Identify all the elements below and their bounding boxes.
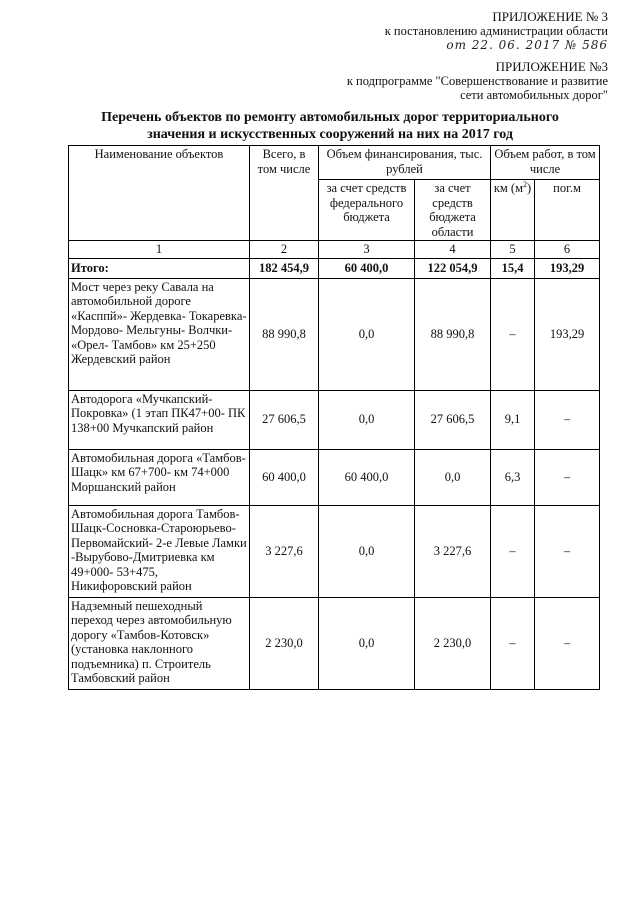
- object-federal: 0,0: [319, 278, 415, 390]
- object-federal: 60 400,0: [319, 449, 415, 505]
- object-name: Мост через реку Савала на автомобильной дороге «Касппй»- Жердевка- Токаревка- Мордово- Мельгуны- Волчки- «Орел- Тамбов» км 25+250 Жердевский район: [69, 278, 250, 390]
- column-number: 1: [69, 241, 250, 259]
- object-total: 3 227,6: [250, 505, 319, 597]
- document-title: [60, 109, 600, 143]
- total-regional: 122 054,9: [415, 258, 491, 278]
- column-number: 2: [250, 241, 319, 259]
- title-line2: значения и искусственных сооружений на них на 2017 год: [147, 127, 513, 142]
- object-regional: 88 990,8: [415, 278, 491, 390]
- table-row: [69, 449, 600, 505]
- object-name: Автомобильная дорога Тамбов- Шацк-Сосновка-Староюрьево- Первомайский- 2-е Левые Ламки -Вырубово-Дмитриевка км 49+000- 53+475, Никифоровский район: [69, 505, 250, 597]
- header-km-text: км (м: [493, 181, 523, 195]
- column-number: 4: [415, 241, 491, 259]
- header-total: Всего, в том числе: [250, 146, 319, 241]
- total-sum: 182 454,9: [250, 258, 319, 278]
- total-label: Итого:: [69, 258, 250, 278]
- table-row: [69, 390, 600, 449]
- subprogram-reference-line1: к подпрограмме "Совершенствование и развитие: [346, 74, 608, 88]
- total-km: 15,4: [491, 258, 535, 278]
- object-pm: –: [535, 597, 600, 689]
- object-name: Автомобильная дорога «Тамбов- Шацк» км 67+700- км 74+000 Моршанский район: [69, 449, 250, 505]
- object-pm: –: [535, 390, 600, 449]
- object-regional: 0,0: [415, 449, 491, 505]
- column-number-row: [69, 241, 600, 259]
- object-regional: 2 230,0: [415, 597, 491, 689]
- header-row-1: [69, 146, 600, 180]
- object-km: 6,3: [491, 449, 535, 505]
- table-row: [69, 278, 600, 390]
- object-total: 60 400,0: [250, 449, 319, 505]
- object-total: 27 606,5: [250, 390, 319, 449]
- appendix-number: ПРИЛОЖЕНИЕ № 3: [492, 9, 608, 24]
- object-regional: 27 606,5: [415, 390, 491, 449]
- appendix-reference: к постановлению администрации области: [384, 24, 608, 38]
- object-km: –: [491, 505, 535, 597]
- object-name: Автодорога «Мучкапский- Покровка» (1 этап ПК47+00- ПК 138+00 Мучкапский район: [69, 390, 250, 449]
- object-km: –: [491, 597, 535, 689]
- object-pm: 193,29: [535, 278, 600, 390]
- subprogram-appendix-number: ПРИЛОЖЕНИЕ №3: [495, 59, 608, 74]
- header-federal: за счет средств федерального бюджета: [319, 180, 415, 241]
- title-line1: Перечень объектов по ремонту автомобильных дорог территориального: [101, 110, 559, 125]
- object-pm: –: [535, 505, 600, 597]
- header-km-sup: 2: [523, 179, 527, 189]
- header-regional: за счет средств бюджета области: [415, 180, 491, 241]
- object-federal: 0,0: [319, 390, 415, 449]
- header-name: Наименование объектов: [69, 146, 250, 241]
- object-total: 2 230,0: [250, 597, 319, 689]
- header-works: Объем работ, в том числе: [491, 146, 600, 180]
- total-row: [69, 258, 600, 278]
- object-federal: 0,0: [319, 505, 415, 597]
- header-km-close: ): [527, 181, 532, 195]
- appendix-header: [385, 10, 608, 52]
- subprogram-reference-line2: сети автомобильных дорог": [460, 88, 608, 102]
- object-km: –: [491, 278, 535, 390]
- column-number: 5: [491, 241, 535, 259]
- column-number: 6: [535, 241, 600, 259]
- header-pm: пог.м: [535, 180, 600, 241]
- object-name: Надземный пешеходный переход через автомобильную дорогу «Тамбов-Котовск» (установка наклонного подъемника) п. Строитель Тамбовский район: [69, 597, 250, 689]
- table-row: [69, 505, 600, 597]
- object-pm: –: [535, 449, 600, 505]
- object-km: 9,1: [491, 390, 535, 449]
- object-total: 88 990,8: [250, 278, 319, 390]
- table-row: [69, 597, 600, 689]
- header-km: [491, 180, 535, 241]
- object-federal: 0,0: [319, 597, 415, 689]
- total-pm: 193,29: [535, 258, 600, 278]
- handwritten-date-number: от 22. 06. 2017 № 586: [446, 38, 608, 52]
- header-funding: Объем финансирования, тыс. рублей: [319, 146, 491, 180]
- object-regional: 3 227,6: [415, 505, 491, 597]
- subprogram-header: [347, 60, 608, 102]
- column-number: 3: [319, 241, 415, 259]
- objects-table: [68, 145, 600, 690]
- total-federal: 60 400,0: [319, 258, 415, 278]
